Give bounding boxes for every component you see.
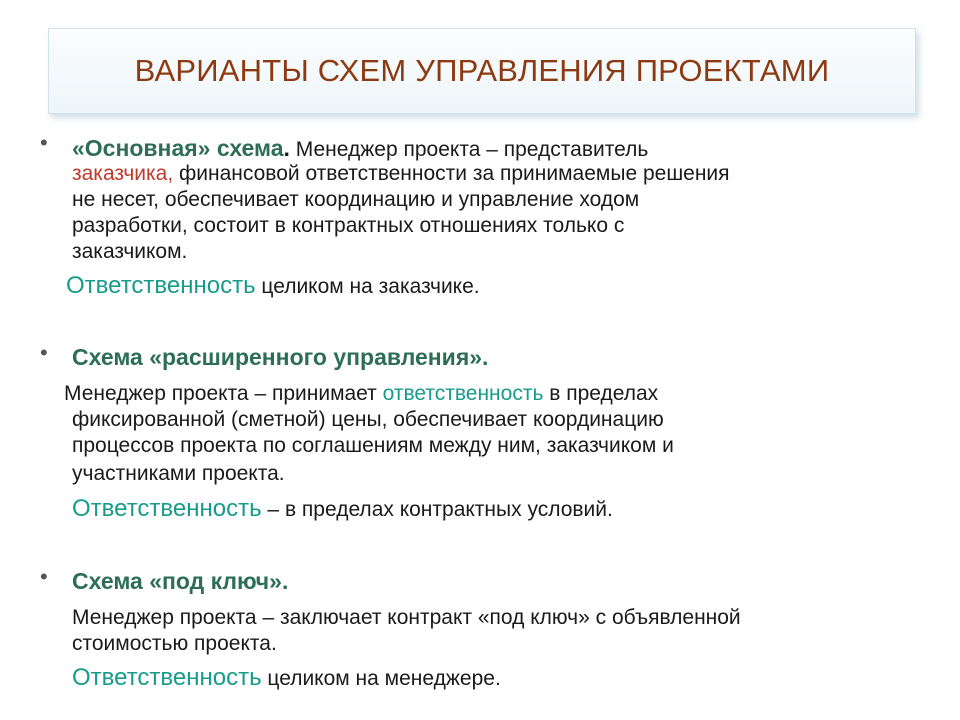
section2-line3: процессов проекта по соглашениям между ним, заказчиком и <box>72 434 674 457</box>
section3-resp-word: Ответственность <box>72 664 262 691</box>
bullet-2: • <box>40 340 48 365</box>
section1-red-word: заказчика, <box>72 162 174 185</box>
section2-line1-a: Менеджер проекта – принимает <box>64 382 383 405</box>
section3-responsibility <box>72 664 501 692</box>
section1-line4: разработки, состоит в контрактных отношениях только с <box>72 214 625 237</box>
section1-line2 <box>72 162 730 186</box>
section2-line1-teal: ответственность <box>382 382 544 405</box>
section3-resp-rest: целиком на менеджере. <box>261 667 501 690</box>
section2-resp-rest: – в пределах контрактных условий. <box>261 498 613 521</box>
section2-line1 <box>64 382 658 406</box>
section1-line5: заказчиком. <box>72 240 188 263</box>
section1-heading: «Основная» схема <box>72 135 284 161</box>
section3-line2: стоимостью проекта. <box>72 632 277 655</box>
section1-responsibility <box>66 272 480 300</box>
section2-heading: Схема «расширенного управления». <box>72 344 489 370</box>
section1-line3: не несет, обеспечивает координацию и управление ходом <box>72 188 640 211</box>
section1-line2-rest: финансовой ответственности за принимаемые решения <box>173 162 730 185</box>
section3-line1: Менеджер проекта – заключает контракт «под ключ» с объявленной <box>72 606 741 629</box>
bullet-3: • <box>40 564 48 589</box>
bullet-1: • <box>40 130 48 155</box>
section2-line2: фиксированной (сметной) цены, обеспечивает координацию <box>72 408 664 431</box>
section2-line4: участниками проекта. <box>72 462 285 485</box>
section2-responsibility <box>72 495 613 523</box>
title-box <box>48 28 916 114</box>
section1-heading-dot: . <box>283 135 290 161</box>
section1-line1 <box>72 135 648 162</box>
section2-line1-b: в пределах <box>543 382 659 405</box>
section3-heading: Схема «под ключ». <box>72 568 289 594</box>
slide-title: ВАРИАНТЫ СХЕМ УПРАВЛЕНИЯ ПРОЕКТАМИ <box>134 53 830 88</box>
section1-resp-word: Ответственность <box>66 272 256 299</box>
section2-resp-word: Ответственность <box>72 495 262 522</box>
section1-resp-rest: целиком на заказчике. <box>255 275 480 298</box>
section1-line1-rest: Менеджер проекта – представитель <box>289 138 649 161</box>
